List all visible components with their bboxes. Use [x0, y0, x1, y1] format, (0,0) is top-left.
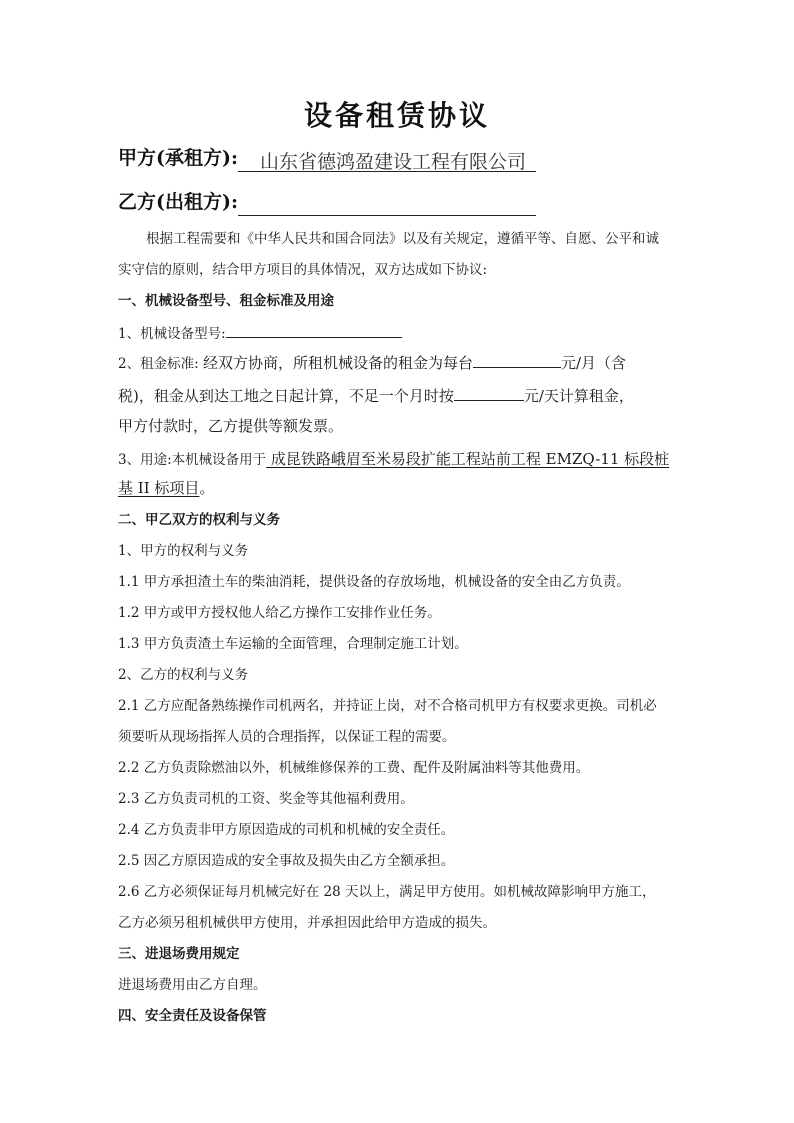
- section-3-body: 进退场费用由乙方自理。: [118, 977, 267, 993]
- section-3-heading: 三、进退场费用规定: [118, 946, 240, 962]
- monthly-rent-unit: 元/月（含: [560, 354, 627, 372]
- usage-label: 3、用途:本机械设备用于: [118, 452, 267, 468]
- rent-standard-text-2: 税)，租金从到达工地之日起计算，不足一个月时按: [118, 387, 454, 405]
- section-2-heading: 二、甲乙双方的权利与义务: [118, 512, 280, 528]
- rent-standard-line-2: [118, 385, 680, 406]
- party-b-label: 乙方(出租方):: [118, 191, 238, 213]
- clause-2-1: 2.1 乙方应配备熟练操作司机两名，并持证上岗，对不合格司机甲方有权要求更换。司机必: [118, 698, 657, 714]
- party-a-label: 甲方(承租方):: [118, 147, 238, 169]
- party-b-field[interactable]: [238, 192, 536, 216]
- clause-2-5: 2.5 因乙方原因造成的安全事故及损失由乙方全额承担。: [118, 853, 455, 869]
- party-b-row: [118, 188, 536, 216]
- usage-period: 。: [199, 479, 215, 497]
- section-4-heading: 四、安全责任及设备保管: [118, 1008, 267, 1024]
- clause-1-2: 1.2 甲方或甲方授权他人给乙方操作工安排作业任务。: [118, 605, 441, 621]
- document-title: 设备租赁协议: [303, 99, 490, 132]
- usage-line-2: [118, 478, 680, 498]
- preamble-line-2: 实守信的原则，结合甲方项目的具体情况，双方达成如下协议:: [118, 262, 488, 278]
- party-a-rights-heading: 1、甲方的权利与义务: [118, 543, 249, 559]
- equipment-model-field[interactable]: [226, 322, 402, 338]
- party-a-row: [118, 144, 536, 172]
- equipment-model-label: 1、机械设备型号:: [118, 326, 226, 342]
- usage-project-value: 成昆铁路峨眉至米易段扩能工程站前工程 EMZQ-11 标段桩: [266, 450, 670, 468]
- clause-2-6-cont: 乙方必须另租机械供甲方使用，并承担因此给甲方造成的损失。: [118, 915, 496, 931]
- monthly-rent-field[interactable]: [473, 352, 561, 368]
- daily-rent-unit: 元/天计算租金，: [523, 387, 634, 405]
- clause-1-1: 1.1 甲方承担渣土车的柴油消耗，提供设备的存放场地，机械设备的安全由乙方负责。: [118, 574, 630, 590]
- party-b-rights-heading: 2、乙方的权利与义务: [118, 667, 249, 683]
- rent-standard-text: 经双方协商，所租机械设备的租金为每台: [202, 354, 473, 372]
- rent-standard-line-3: 甲方付款时，乙方提供等额发票。: [118, 417, 344, 435]
- usage-project-value-cont: 基 II 标项目: [118, 479, 200, 497]
- rent-standard-line-1: [118, 352, 680, 374]
- clause-2-3: 2.3 乙方负责司机的工资、奖金等其他福利费用。: [118, 791, 414, 807]
- clause-2-6: 2.6 乙方必须保证每月机械完好在 28 天以上，满足甲方使用。如机械故障影响甲方施工，: [118, 884, 656, 900]
- clause-2-2: 2.2 乙方负责除燃油以外，机械维修保养的工费、配件及附属油料等其他费用。: [118, 760, 590, 776]
- clause-2-1-cont: 须要听从现场指挥人员的合理指挥，以保证工程的需要。: [118, 729, 456, 745]
- rent-standard-label: 2、租金标准:: [118, 356, 203, 372]
- equipment-model-row: [118, 322, 680, 344]
- clause-1-3: 1.3 甲方负责渣土车运输的全面管理，合理制定施工计划。: [118, 636, 468, 652]
- clause-2-4: 2.4 乙方负责非甲方原因造成的司机和机械的安全责任。: [118, 822, 455, 838]
- daily-rent-field[interactable]: [454, 385, 524, 401]
- usage-line-1: [118, 449, 680, 470]
- preamble-line-1: 根据工程需要和《中华人民共和国合同法》以及有关规定，遵循平等、自愿、公平和诚: [146, 231, 659, 247]
- party-a-field[interactable]: 山东省德鸿盈建设工程有限公司: [238, 148, 536, 172]
- section-1-heading: 一、机械设备型号、租金标准及用途: [118, 293, 334, 309]
